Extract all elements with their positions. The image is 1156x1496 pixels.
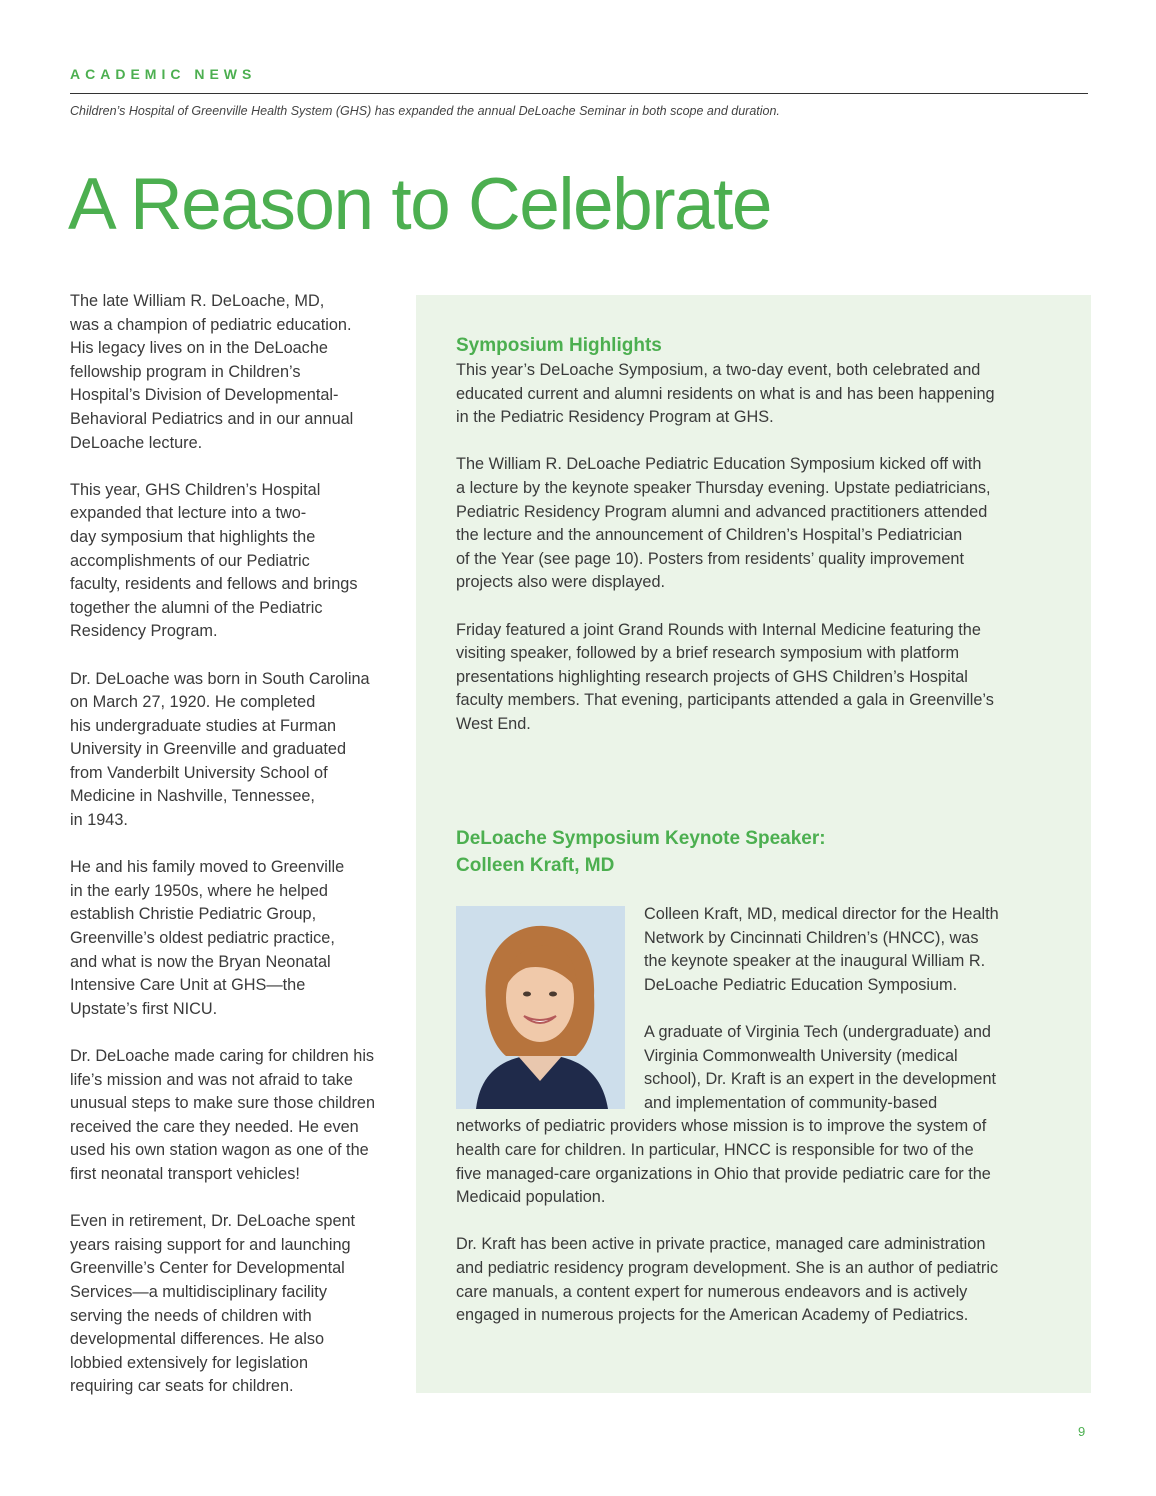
- deck: Children’s Hospital of Greenville Health System (GHS) has expanded the annual DeLoache Seminar in both scope and duration.: [70, 104, 780, 118]
- body-paragraph: He and his family moved to Greenville in the early 1950s, where he helped establish Christie Pediatric Group, Greenville’s oldest pediatric practice, and what is now the Bryan Neonatal Intensive Care Unit at GHS—the Upstate’s first NICU.: [70, 858, 345, 1018]
- portrait-illustration: [456, 906, 625, 1109]
- highlights-paragraph: Friday featured a joint Grand Rounds with Internal Medicine featuring the visiting speaker, followed by a brief research symposium with platform presentations highlighting research projects of GHS Children’s Hospital faculty members. That evening, participants attended a gala in Greenville’s West End.: [456, 620, 994, 733]
- body-paragraph: The late William R. DeLoache, MD, was a champion of pediatric education. His legacy lives on in the DeLoache fellowship program in Children’s Hospital’s Division of Developmental- Behavioral Pediatrics and in our annual DeLoache lecture.: [70, 292, 354, 452]
- left-column: [70, 290, 400, 1423]
- body-paragraph: Even in retirement, Dr. DeLoache spent years raising support for and launching Greenville’s Center for Developmental Services—a multidisciplinary facility serving the needs of children with developmental differences. He also lobbied extensively for legislation requiring car seats for children.: [70, 1212, 356, 1396]
- body-paragraph: Dr. DeLoache made caring for children his life’s mission and was not afraid to take unusual steps to make sure those children received the care they needed. He even used his own station wagon as one of the first neonatal transport vehicles!: [70, 1047, 375, 1183]
- sidebar-box: [416, 295, 1091, 1393]
- highlights-paragraph: This year’s DeLoache Symposium, a two-day event, both celebrated and educated current and alumni residents on what is and has been happening in the Pediatric Residency Program at GHS.: [456, 361, 995, 427]
- article-title: A Reason to Celebrate: [68, 164, 772, 245]
- keynote-paragraph: Colleen Kraft, MD, medical director for the Health Network by Cincinnati Children’s (HNCC), was the keynote speaker at the inaugural William R. DeLoache Pediatric Education Symposium.: [644, 905, 999, 994]
- highlights-section: [456, 333, 1056, 737]
- paragraph-gap: [456, 595, 1056, 619]
- keynote-heading: [456, 825, 1056, 879]
- paragraph-gap: [456, 1210, 1056, 1234]
- page-number: 9: [1078, 1424, 1086, 1439]
- speaker-portrait: [456, 906, 625, 1109]
- keynote-heading-line1: DeLoache Symposium Keynote Speaker:: [456, 828, 826, 849]
- keynote-heading-line2: Colleen Kraft, MD: [456, 855, 615, 876]
- highlights-paragraph: The William R. DeLoache Pediatric Education Symposium kicked off with a lecture by the keynote speaker Thursday evening. Upstate pediatricians, Pediatric Residency Program alumni and advanced practitioners attended the lecture and the announcement of Children’s Hospital’s Pediatrician of the Year (see page 10). Posters from residents’ quality improvement projects also were displayed.: [456, 455, 991, 592]
- highlights-heading: Symposium Highlights: [456, 335, 662, 356]
- keynote-paragraph: A graduate of Virginia Tech (undergraduate) and Virginia Commonwealth University (medical school), Dr. Kraft is an expert in the development and implementation of community-based networks of pediatric providers whose mission is to improve the system of health care for children. In particular, HNCC is responsible for two of the five managed-care organizations in Ohio that provide pediatric care for the Medicaid population.: [456, 1022, 997, 1207]
- keynote-paragraph: Dr. Kraft has been active in private practice, managed care administration and pediatric residency program development. She is an author of pediatric care manuals, a content expert for numerous endeavors and is actively engaged in numerous projects for the American Academy of Pediatrics.: [456, 1235, 999, 1325]
- paragraph-gap: [456, 430, 1056, 454]
- body-paragraph: This year, GHS Children’s Hospital expanded that lecture into a two- day symposium that highlights the accomplishments of our Pediatric faculty, residents and fellows and brings together the alumni of the Pediatric Residency Program.: [70, 480, 358, 641]
- section-label: ACADEMIC NEWS: [70, 66, 257, 82]
- body-paragraph: Dr. DeLoache was born in South Carolina on March 27, 1920. He completed his undergraduate studies at Furman University in Greenville and graduated from Vanderbilt University School of Medicine in Nashville, Tennessee, in 1943.: [70, 669, 370, 830]
- keynote-body: [456, 903, 1056, 1328]
- header-rule: [70, 93, 1088, 94]
